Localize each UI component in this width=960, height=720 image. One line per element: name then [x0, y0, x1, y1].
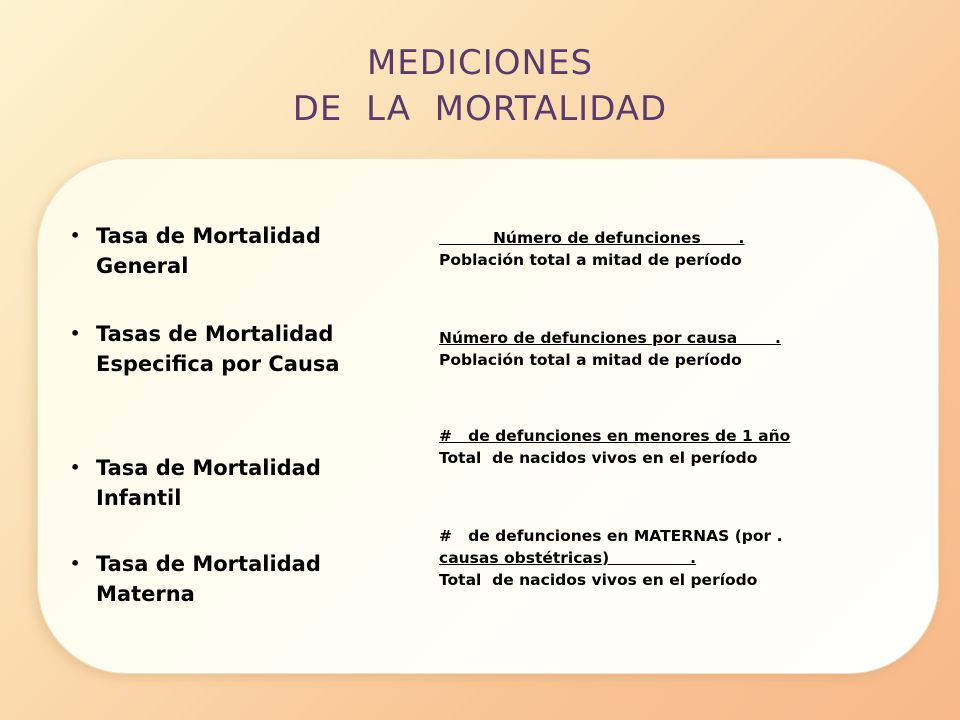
slide-title — [0, 40, 960, 132]
slide-title-line-2: DE LA MORTALIDAD — [292, 89, 668, 129]
rate-item-specific-cause — [70, 319, 426, 379]
rate-label: Tasas de Mortalidad Especifica por Causa — [96, 322, 340, 376]
rate-label: Tasa de Mortalidad Infantil — [96, 456, 321, 510]
formula-denominator: Total de nacidos vivos en el período — [439, 571, 758, 589]
bullet-icon: • — [70, 554, 81, 573]
formula-infant — [439, 425, 790, 469]
rate-label: Tasa de Mortalidad Materna — [96, 552, 321, 606]
formula-numerator-line-2: causas obstétricas) . — [439, 549, 697, 567]
formula-general — [439, 227, 744, 271]
rate-item-general — [70, 221, 426, 281]
rate-item-infant — [70, 453, 426, 513]
content-panel — [37, 158, 939, 674]
bullet-icon: • — [70, 324, 81, 343]
rate-label: Tasa de Mortalidad General — [96, 224, 321, 278]
formula-denominator: Población total a mitad de período — [439, 351, 742, 369]
bullet-icon: • — [70, 458, 81, 477]
rate-item-maternal — [70, 549, 426, 609]
formula-maternal — [439, 525, 782, 591]
slide-title-line-1: MEDICIONES — [366, 43, 594, 83]
formula-numerator: Número de defunciones por causa . — [439, 329, 781, 347]
formula-numerator: # de defunciones en menores de 1 año — [439, 427, 791, 445]
bullet-icon: • — [70, 226, 81, 245]
formula-numerator-line-1: # de defunciones en MATERNAS (por . — [439, 527, 783, 545]
formula-denominator: Población total a mitad de período — [439, 251, 742, 269]
formula-numerator: Número de defunciones . — [439, 229, 745, 247]
formula-denominator: Total de nacidos vivos en el período — [439, 449, 758, 467]
formula-specific-cause — [439, 327, 781, 371]
